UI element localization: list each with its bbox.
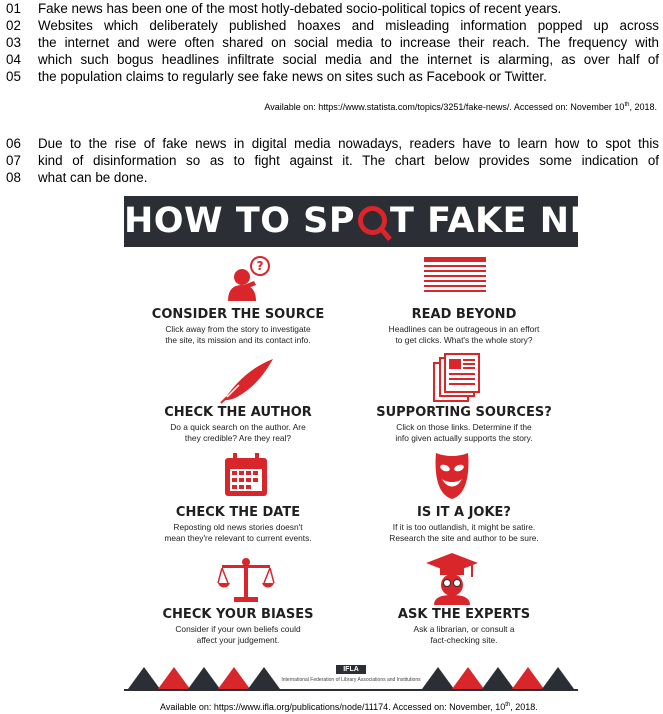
- text-line: [0, 152, 663, 169]
- ifla-logo: IFLA: [336, 665, 366, 674]
- item-desc-line: Headlines can be outrageous in an effort: [388, 324, 540, 334]
- item-desc-line: to get clicks. What's the whole story?: [395, 335, 533, 345]
- item-desc-line: they credible? Are they real?: [184, 433, 292, 443]
- item-heading: CHECK THE AUTHOR: [164, 405, 312, 420]
- text-line: [0, 34, 663, 51]
- headline-lines-icon: [424, 257, 486, 297]
- citation: [264, 99, 657, 113]
- citation-tail: , 2018.: [510, 702, 538, 712]
- text-line: [0, 135, 663, 152]
- item-desc-line: fact-checking site.: [430, 635, 498, 645]
- line-text: the population claims to regularly see fake news on sites such as Facebook or Twitter.: [38, 69, 547, 84]
- infographic-title: [124, 199, 659, 244]
- person-question-icon: [222, 255, 274, 303]
- item-desc-line: Consider if your own beliefs could: [175, 624, 301, 634]
- documents-icon: [432, 353, 480, 403]
- line-number: 04: [6, 52, 21, 67]
- svg-text:?: ?: [256, 259, 264, 273]
- item-desc-line: the site, its mission and its contact info.: [165, 335, 311, 345]
- calendar-icon: [224, 453, 268, 497]
- item-desc-line: affect your judgement.: [196, 635, 280, 645]
- graduate-icon: [426, 553, 478, 605]
- text-line: [0, 68, 663, 85]
- item-heading: READ BEYOND: [411, 307, 517, 322]
- line-number: 07: [6, 153, 21, 168]
- line-text: the internet and were often shared on social media to increase their reach. The frequency with: [38, 35, 659, 50]
- scales-icon: [218, 557, 274, 603]
- line-number: 02: [6, 18, 21, 33]
- citation-tail: , 2018.: [629, 102, 657, 112]
- text-line: [0, 17, 663, 34]
- item-desc-line: Click on those links. Determine if the: [396, 422, 532, 432]
- ifla-footer-text: International Federation of Library Associations and Institutions: [281, 677, 421, 683]
- title-part-1: HOW TO SP: [124, 201, 356, 241]
- line-number: 06: [6, 136, 21, 151]
- item-heading: IS IT A JOKE?: [417, 505, 511, 520]
- item-desc-line: mean they're relevant to current events.: [164, 533, 312, 543]
- item-desc-line: Ask a librarian, or consult a: [413, 624, 515, 634]
- line-text: which such bogus headlines infiltrate social media and the internet is alarming, as over half of: [38, 52, 659, 67]
- item-desc-line: Reposting old news stories doesn't: [173, 522, 303, 532]
- line-text: Fake news has been one of the most hotly-debated socio-political topics of recent years.: [38, 1, 562, 16]
- line-number: 05: [6, 69, 21, 84]
- item-desc-line: info given actually supports the story.: [395, 433, 533, 443]
- fake-news-infographic: [124, 196, 659, 691]
- item-desc-line: Research the site and author to be sure.: [389, 533, 539, 543]
- item-heading: CHECK THE DATE: [175, 505, 301, 520]
- citation: [160, 699, 538, 713]
- item-desc-line: If it is too outlandish, it might be satire.: [392, 522, 536, 532]
- item-heading: CHECK YOUR BIASES: [162, 607, 314, 622]
- line-text: what can be done.: [38, 170, 148, 185]
- citation-sup: th: [624, 102, 630, 108]
- text-line: [0, 51, 663, 68]
- item-desc-line: Do a quick search on the author. Are: [170, 422, 306, 432]
- line-number: 08: [6, 170, 21, 185]
- infographic-body: [124, 247, 578, 691]
- item-heading: SUPPORTING SOURCES?: [376, 405, 552, 420]
- item-heading: CONSIDER THE SOURCE: [151, 307, 325, 322]
- quill-pen-icon: [219, 357, 275, 403]
- magnifier-icon: [358, 206, 387, 235]
- citation-sup: th: [505, 702, 511, 708]
- line-text: kind of disinformation so as to fight against it. The chart below provides some indication of: [38, 153, 659, 168]
- text-line: [0, 0, 663, 17]
- citation-text: Available on: https://www.ifla.org/publications/node/11174. Accessed on: November, 10: [160, 702, 506, 712]
- jester-mask-icon: [434, 451, 470, 501]
- line-number: 03: [6, 35, 21, 50]
- item-desc-line: Click away from the story to investigate: [165, 324, 311, 334]
- line-text: Websites which deliberately published hoaxes and misleading information popped up across: [38, 18, 659, 33]
- line-number: 01: [6, 1, 21, 16]
- citation-text: Available on: https://www.statista.com/topics/3251/fake-news/. Accessed on: November 10: [264, 102, 625, 112]
- item-heading: ASK THE EXPERTS: [397, 607, 531, 622]
- line-text: Due to the rise of fake news in digital media nowadays, readers have to learn how to spot this: [38, 136, 659, 151]
- title-part-2: T FAKE NEWS: [390, 201, 659, 241]
- text-line: [0, 169, 663, 186]
